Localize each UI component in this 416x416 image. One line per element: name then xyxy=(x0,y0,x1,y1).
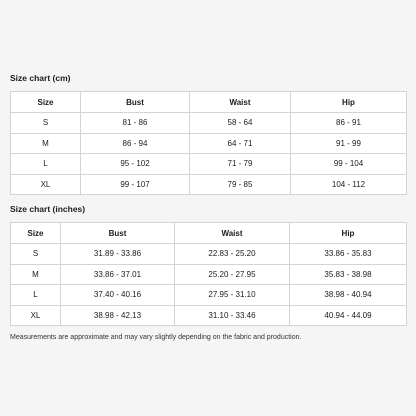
inch-size-table xyxy=(10,222,407,326)
waist-cell: 71 - 79 xyxy=(190,154,291,175)
size-cell: M xyxy=(11,133,81,154)
bust-cell: 81 - 86 xyxy=(81,113,190,134)
waist-cell: 27.95 - 31.10 xyxy=(175,285,290,306)
table-row xyxy=(11,264,407,285)
hip-cell: 38.98 - 40.94 xyxy=(290,285,407,306)
hip-cell: 40.94 - 44.09 xyxy=(290,305,407,326)
column-header-bust: Bust xyxy=(61,223,175,244)
column-header-size: Size xyxy=(11,223,61,244)
size-cell: XL xyxy=(11,174,81,195)
hip-cell: 33.86 - 35.83 xyxy=(290,244,407,265)
table-header-row xyxy=(11,223,407,244)
hip-cell: 104 - 112 xyxy=(291,174,407,195)
size-guide xyxy=(10,71,406,343)
hip-cell: 91 - 99 xyxy=(291,133,407,154)
bust-cell: 86 - 94 xyxy=(81,133,190,154)
column-header-waist: Waist xyxy=(175,223,290,244)
column-header-waist: Waist xyxy=(190,92,291,113)
waist-cell: 22.83 - 25.20 xyxy=(175,244,290,265)
size-cell: L xyxy=(11,285,61,306)
bust-cell: 33.86 - 37.01 xyxy=(61,264,175,285)
table-header-row xyxy=(11,92,407,113)
waist-cell: 58 - 64 xyxy=(190,113,291,134)
table-row xyxy=(11,285,407,306)
waist-cell: 64 - 71 xyxy=(190,133,291,154)
cm-chart-title: Size chart (cm) xyxy=(10,73,71,83)
bust-cell: 37.40 - 40.16 xyxy=(61,285,175,306)
bust-cell: 95 - 102 xyxy=(81,154,190,175)
measurement-note: Measurements are approximate and may vary slightly depending on the fabric and production. xyxy=(10,334,302,341)
table-row xyxy=(11,133,407,154)
bust-cell: 99 - 107 xyxy=(81,174,190,195)
table-row xyxy=(11,244,407,265)
hip-cell: 35.83 - 38.98 xyxy=(290,264,407,285)
bust-cell: 38.98 - 42.13 xyxy=(61,305,175,326)
hip-cell: 86 - 91 xyxy=(291,113,407,134)
table-row xyxy=(11,154,407,175)
size-cell: S xyxy=(11,244,61,265)
size-cell: XL xyxy=(11,305,61,326)
inch-chart-title: Size chart (inches) xyxy=(10,204,86,214)
waist-cell: 25.20 - 27.95 xyxy=(175,264,290,285)
size-cell: L xyxy=(11,154,81,175)
column-header-hip: Hip xyxy=(290,223,407,244)
size-cell: M xyxy=(11,264,61,285)
column-header-bust: Bust xyxy=(81,92,190,113)
waist-cell: 79 - 85 xyxy=(190,174,291,195)
hip-cell: 99 - 104 xyxy=(291,154,407,175)
column-header-size: Size xyxy=(11,92,81,113)
column-header-hip: Hip xyxy=(291,92,407,113)
table-row xyxy=(11,305,407,326)
table-row xyxy=(11,113,407,134)
size-cell: S xyxy=(11,113,81,134)
cm-size-table xyxy=(10,91,407,195)
table-row xyxy=(11,174,407,195)
waist-cell: 31.10 - 33.46 xyxy=(175,305,290,326)
bust-cell: 31.89 - 33.86 xyxy=(61,244,175,265)
